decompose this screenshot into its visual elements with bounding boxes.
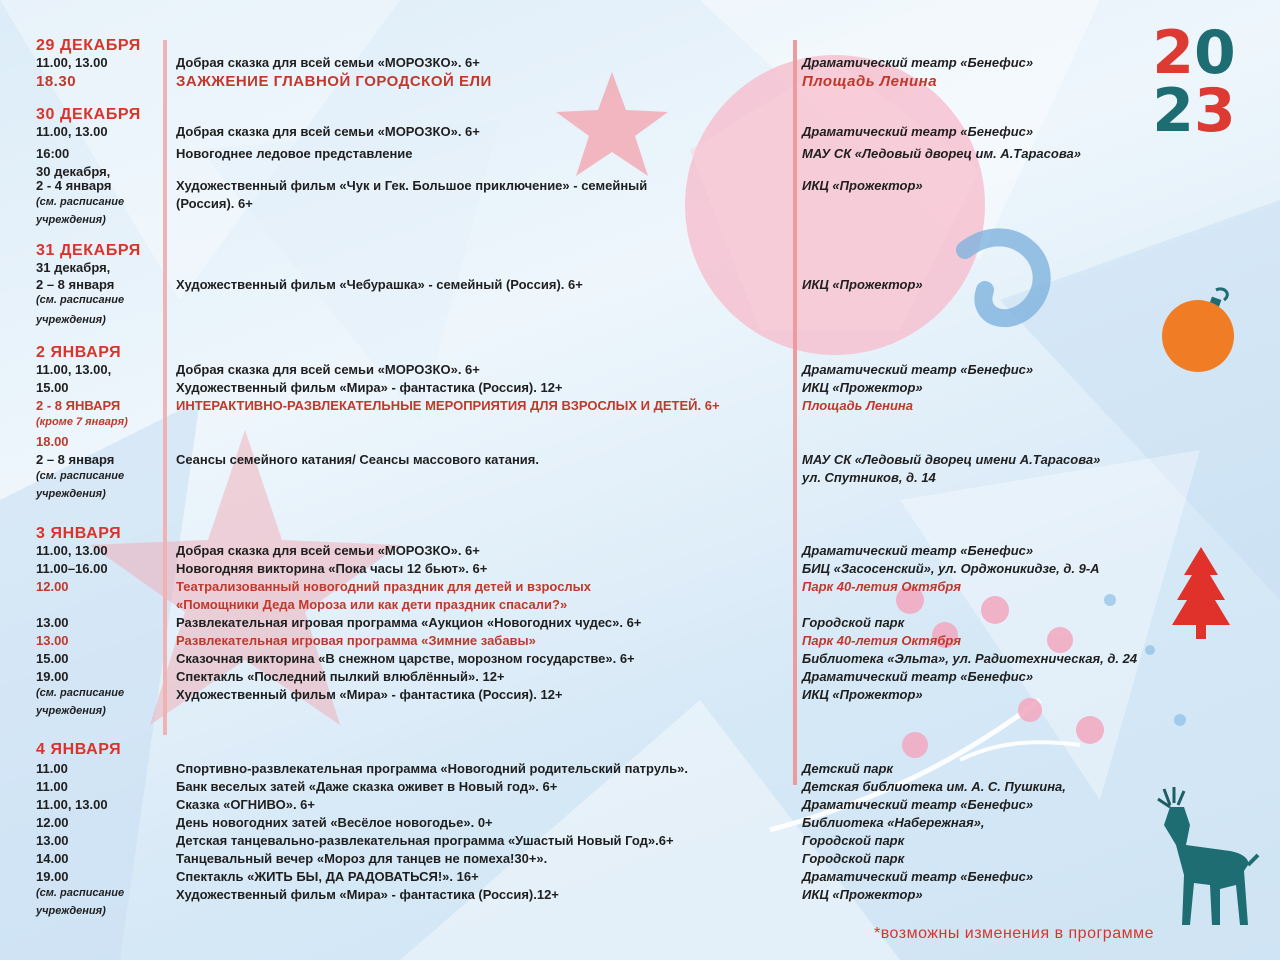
schedule-row [0,561,1280,579]
event-place: Площадь Ленина [802,73,938,90]
event-place: Детская библиотека им. А. С. Пушкина, [802,779,1066,794]
event-time: 14.00 [36,851,69,866]
schedule-row [0,260,1280,278]
event-place: ул. Спутников, д. 14 [802,470,936,485]
event-title: День новогодних затей «Весёлое новогодье». 0+ [176,815,493,830]
event-place: Драматический театр «Бенефис» [802,362,1034,377]
event-time: 2 - 4 января [36,178,112,193]
event-place: ИКЦ «Прожектор» [802,277,923,292]
event-place: Парк 40-летия Октября [802,633,961,648]
event-place: ИКЦ «Прожектор» [802,687,923,702]
schedule-row [0,833,1280,851]
event-time: 16:00 [36,146,70,161]
schedule-row [0,470,1280,488]
event-place: Драматический театр «Бенефис» [802,869,1034,884]
event-time: 11.00 [36,761,68,776]
schedule-row [0,124,1280,142]
schedule-row [0,851,1280,869]
schedule-row [0,277,1280,295]
event-title: Сказочная викторина «В снежном царстве, морозном государстве». 6+ [176,651,635,666]
schedule-row [0,597,1280,615]
event-time: 2 – 8 января [36,452,115,467]
schedule-row [0,488,1280,506]
event-place: Парк 40-летия Октября [802,579,961,594]
event-title: Новогодняя викторина «Пока часы 12 бьют». 6+ [176,561,488,576]
event-time: 30 декабря, [36,164,111,179]
event-title: Добрая сказка для всей семьи «МОРОЗКО». 6+ [176,362,480,377]
schedule-row [0,380,1280,398]
year-digit: 0 [1194,18,1236,88]
schedule-row [0,416,1280,434]
event-place: Городской парк [802,615,905,630]
event-time: 11.00–16.00 [36,561,108,576]
schedule-row [0,362,1280,380]
schedule-row [0,543,1280,561]
event-place: Городской парк [802,851,905,866]
schedule-row [0,779,1280,797]
event-time: учреждения) [36,705,106,717]
event-time: 15.00 [36,651,69,666]
event-time: 13.00 [36,615,69,630]
event-title: «Помощники Деда Мороза или как дети праздник спасали?» [176,597,568,612]
event-title: Новогоднее ледовое представление [176,146,413,161]
event-title: Добрая сказка для всей семьи «МОРОЗКО». 6+ [176,124,480,139]
event-title: Добрая сказка для всей семьи «МОРОЗКО». 6+ [176,55,480,70]
event-title: Сеансы семейного катания/ Сеансы массового катания. [176,452,539,467]
event-time: 19.00 [36,669,69,684]
event-time: (см. расписание [36,196,125,208]
event-place: Библиотека «Эльта», ул. Радиотехническая, д. 24 [802,651,1138,666]
event-place: Драматический театр «Бенефис» [802,124,1034,139]
event-time: учреждения) [36,905,106,917]
schedule-row [0,314,1280,332]
year-digit: 2 [1152,18,1194,88]
schedule-row [0,633,1280,651]
event-title: Художественный фильм «Мира» - фантастика (Россия). 12+ [176,380,563,395]
footnote: *возможны изменения в программе [873,925,1154,942]
event-title: Художественный фильм «Мира» - фантастика (Россия). 12+ [176,687,563,702]
day-heading: 4 ЯНВАРЯ [36,741,122,758]
event-time: учреждения) [36,214,106,226]
event-place: Городской парк [802,833,905,848]
event-time: 2 – 8 января [36,277,115,292]
schedule-row [0,196,1280,214]
event-place: Драматический театр «Бенефис» [802,797,1034,812]
event-title: Развлекательная игровая программа «Зимние забавы» [176,633,536,648]
schedule-row [0,869,1280,887]
day-heading: 30 ДЕКАБРЯ [36,106,141,123]
schedule-row [0,687,1280,705]
event-time: 11.00 [36,779,68,794]
event-title: (Россия). 6+ [176,196,253,211]
schedule-row [0,452,1280,470]
event-place: МАУ СК «Ледовый дворец им. А.Тарасова» [802,146,1081,161]
event-time: 15.00 [36,380,69,395]
event-time: учреждения) [36,488,106,500]
event-title: Сказка «ОГНИВО». 6+ [176,797,315,812]
day-heading: 2 ЯНВАРЯ [36,344,122,361]
event-place: Детский парк [802,761,894,776]
event-place: Драматический театр «Бенефис» [802,669,1034,684]
event-time: 11.00, 13.00 [36,55,108,70]
schedule-row [0,669,1280,687]
event-place: ИКЦ «Прожектор» [802,380,923,395]
event-time: 12.00 [36,815,69,830]
schedule-row [0,797,1280,815]
schedule-row [0,434,1280,452]
event-place: МАУ СК «Ледовый дворец имени А.Тарасова» [802,452,1101,467]
event-time: 11.00, 13.00 [36,124,108,139]
event-time: 12.00 [36,579,69,594]
event-place: Драматический театр «Бенефис» [802,55,1034,70]
schedule-row [0,579,1280,597]
event-time: 31 декабря, [36,260,111,275]
event-place: Библиотека «Набережная», [802,815,985,830]
event-title: Детская танцевально-развлекательная программа «Ушастый Новый Год».6+ [176,833,674,848]
schedule-row [0,55,1280,73]
event-time: (см. расписание [36,687,125,699]
event-time: 19.00 [36,869,69,884]
event-time: учреждения) [36,314,106,326]
schedule-row [0,651,1280,669]
day-heading: 3 ЯНВАРЯ [36,525,122,542]
schedule-row [0,294,1280,312]
event-title: Танцевальный вечер «Мороз для танцев не помеха!30+». [176,851,548,866]
event-title: Художественный фильм «Мира» - фантастика (Россия).12+ [176,887,559,902]
event-time: 18.30 [36,73,77,90]
event-place: Площадь Ленина [802,398,913,413]
event-time: (см. расписание [36,294,125,306]
day-heading: 31 ДЕКАБРЯ [36,242,141,259]
event-time: 18.00 [36,434,69,449]
event-title: Художественный фильм «Чук и Гек. Большое приключение» - семейный [176,178,648,193]
event-time: 13.00 [36,633,69,648]
event-place: Драматический театр «Бенефис» [802,543,1034,558]
event-title: Добрая сказка для всей семьи «МОРОЗКО». 6+ [176,543,480,558]
event-time: 2 - 8 ЯНВАРЯ [36,398,121,413]
event-place: БИЦ «Засосенский», ул. Орджоникидзе, д. 9-А [802,561,1100,576]
event-time: 11.00, 13.00 [36,797,108,812]
event-title: Художественный фильм «Чебурашка» - семейный (Россия). 6+ [176,277,583,292]
event-title: ЗАЖЖЕНИЕ ГЛАВНОЙ ГОРОДСКОЙ ЕЛИ [176,73,492,90]
event-time: (кроме 7 января) [36,416,128,428]
schedule-row [0,615,1280,633]
event-time: 11.00, 13.00, [36,362,112,377]
year-digit: 3 [1194,76,1236,146]
event-title: Банк веселых затей «Даже сказка оживет в Новый год». 6+ [176,779,558,794]
day-heading: 29 ДЕКАБРЯ [36,37,141,54]
event-place: ИКЦ «Прожектор» [802,178,923,193]
event-place: ИКЦ «Прожектор» [802,887,923,902]
schedule-row [0,178,1280,196]
schedule-row [0,905,1280,923]
year-digit: 2 [1152,76,1194,146]
schedule-row [0,761,1280,779]
event-title: ИНТЕРАКТИВНО-РАЗВЛЕКАТЕЛЬНЫЕ МЕРОПРИЯТИЯ ДЛЯ ВЗРОСЛЫХ И ДЕТЕЙ. 6+ [176,398,720,413]
schedule-row [0,705,1280,723]
event-title: Спектакль «Последний пылкий влюблённый». 12+ [176,669,505,684]
event-title: Развлекательная игровая программа «Аукцион «Новогодних чудес». 6+ [176,615,642,630]
event-title: Спортивно-развлекательная программа «Новогодний родительский патруль». [176,761,688,776]
event-time: (см. расписание [36,470,125,482]
event-time: 11.00, 13.00 [36,543,108,558]
event-time: (см. расписание [36,887,125,899]
schedule-row [0,73,1280,91]
schedule-row [0,214,1280,232]
event-title: Театрализованный новогодний праздник для детей и взрослых [176,579,592,594]
schedule-row [0,398,1280,416]
schedule-row [0,887,1280,905]
schedule-row [0,815,1280,833]
schedule-row [0,146,1280,164]
event-time: 13.00 [36,833,69,848]
event-title: Спектакль «ЖИТЬ БЫ, ДА РАДОВАТЬСЯ!». 16+ [176,869,479,884]
